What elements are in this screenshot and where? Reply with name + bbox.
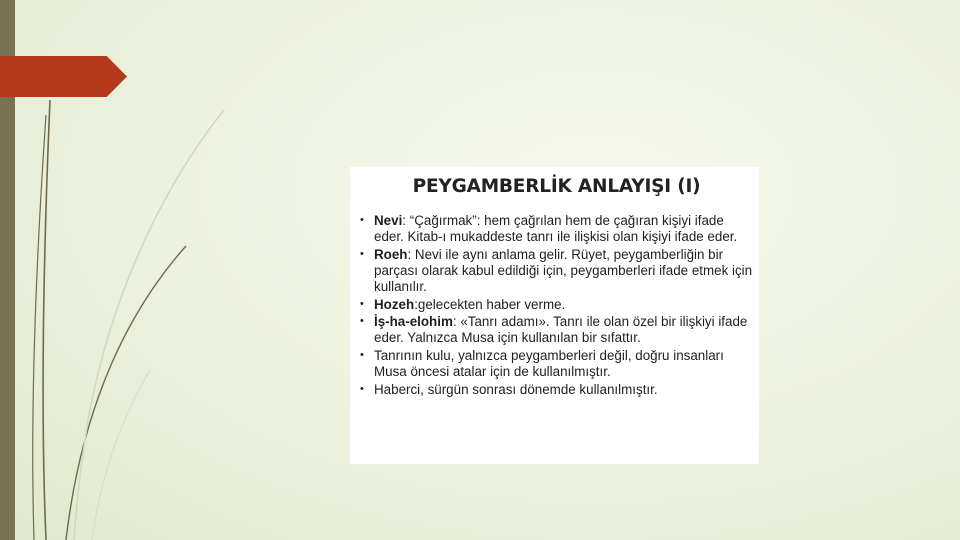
item-text: : «Tanrı adamı». Tanrı ile olan özel bir ilişkiyi ifade eder. Yalnızca Musa için kullanılan bir sıfattır. [374,314,748,346]
slide-title: PEYGAMBERLİK ANLAYIŞI (I) [412,176,701,197]
bullet-icon: • [360,315,364,328]
bullet-icon: • [360,297,364,310]
item-text: : “Çağırmak”: hem çağrılan hem de çağıran kişiyi ifade eder. Kitab-ı mukaddeste tanrı ile ilişkisi olan kişiyi ifade eder. [374,213,738,244]
list-item [360,297,753,313]
list-item [360,314,753,346]
item-text: Haberci, sürgün sonrası dönemde kullanılmıştır. [374,382,658,398]
list-item [360,213,753,245]
bullet-list [360,213,753,398]
bullet-icon: • [360,383,364,396]
decor-curve-1 [43,100,50,540]
list-item [360,382,753,398]
list-item [360,348,753,380]
decor-curve-3 [66,246,186,540]
decor-curve-4 [74,110,224,540]
decor-curve-5 [92,370,150,540]
bullet-icon: • [360,214,364,226]
item-term: Hozeh [374,296,415,312]
item-text: : Nevi ile aynı anlama gelir. Rüyet, peygamberliğin bir parçası olarak kabul edildiği için, peygamberleri ifade etmek için kullanılır. [374,246,753,294]
item-term: Nevi [374,213,403,228]
item-term: Roeh [374,246,408,262]
content-image-card [350,167,759,464]
bullet-icon: • [360,349,364,362]
item-term: İş-ha-elohim [374,314,453,330]
item-text: :gelecekten haber verme. [414,296,566,312]
bullet-icon: • [360,247,364,260]
item-text: Tanrının kulu, yalnızca peygamberleri değil, doğru insanları Musa öncesi atalar için de kullanılmıştır. [374,348,724,380]
list-item [360,247,753,295]
